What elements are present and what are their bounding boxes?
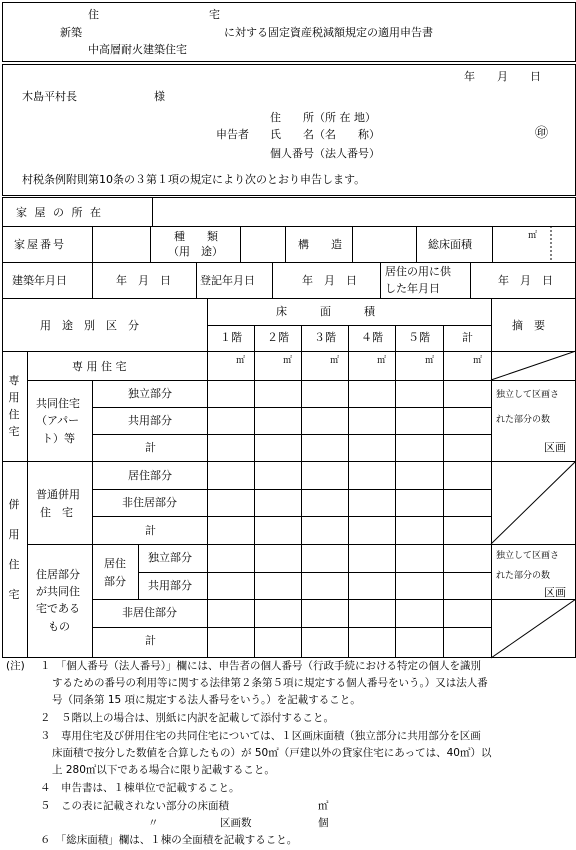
note-5-unit-2: 個 bbox=[318, 817, 329, 829]
unit-m2-f5: ㎡ bbox=[425, 356, 435, 366]
residence-date-label-1: 居住の用に供 bbox=[385, 265, 451, 278]
row-residential: 居住部分 bbox=[128, 469, 172, 482]
addressee-sama: 様 bbox=[154, 90, 165, 103]
unit-m2-f1: ㎡ bbox=[236, 356, 246, 366]
title-shinchiku: 新築 bbox=[60, 26, 82, 39]
declaration-statement: 村税条例附則第10条の３第１項の規定により次のとおり申告します。 bbox=[22, 173, 366, 186]
build-date-ymd: 年 月 日 bbox=[116, 274, 171, 287]
apartment-label-1: 共同住宅 bbox=[36, 397, 80, 410]
apartment-label-3: ト）等 bbox=[42, 432, 75, 445]
residence-date-ymd: 年 月 日 bbox=[498, 274, 553, 287]
addressee: 木島平村長 bbox=[22, 90, 77, 103]
note-3-line-3: 上 280㎡以下である場合に限り記載すること。 bbox=[52, 764, 275, 776]
row-shared: 共用部分 bbox=[128, 414, 172, 427]
unit-m2-f4: ㎡ bbox=[377, 356, 387, 366]
unit-m2-total: ㎡ bbox=[473, 356, 483, 366]
row-independent-2: 独立部分 bbox=[148, 551, 192, 564]
unit-m2-f3: ㎡ bbox=[330, 356, 340, 366]
title-line-1: 住 宅 bbox=[88, 8, 220, 21]
note-1-line-2: するための番号の利用等に関する法律第２条第５項に規定する個人番号をいう。）又は法人番 bbox=[52, 677, 488, 689]
note-1-line-1: １ 「個人番号（法人番号）」欄には、申告者の個人番号（行政手続における特定の個人を識別 bbox=[40, 660, 481, 672]
total-floor-area-unit: ㎡ bbox=[528, 231, 538, 241]
remark-units-2a: 独立して区画さ bbox=[496, 551, 560, 561]
note-2: ２ ５階以上の場合は、別紙に内訳を記載して添付すること。 bbox=[40, 712, 334, 724]
type-label-2: （用 途） bbox=[168, 245, 223, 258]
residence-date-label-2: した年月日 bbox=[385, 282, 440, 295]
type-label-1: 種 類 bbox=[174, 230, 218, 243]
apartment-label-2: （アパー bbox=[36, 414, 80, 427]
floor-3: ３階 bbox=[314, 331, 336, 344]
remark-units-2c: 区画 bbox=[544, 586, 566, 599]
ordinary-label-1: 普通併用 bbox=[36, 488, 80, 501]
remarks-header: 摘 要 bbox=[512, 319, 545, 332]
floor-total: 計 bbox=[462, 331, 473, 344]
shared-mixed-label-4: もの bbox=[48, 620, 70, 633]
house-number-label: 家屋番号 bbox=[14, 238, 66, 251]
floor-area-header: 床 面 積 bbox=[276, 305, 375, 318]
note-5-unit-1: ㎡ bbox=[318, 800, 329, 812]
remark-units-1b: れた部分の数 bbox=[496, 415, 551, 425]
shared-mixed-label-1: 住居部分 bbox=[36, 568, 80, 581]
note-5-ditto: 〃 bbox=[148, 817, 159, 829]
address-label: 住 所（所 在 地） bbox=[270, 111, 376, 124]
floor-1: １階 bbox=[220, 331, 242, 344]
registration-date-ymd: 年 月 日 bbox=[302, 274, 357, 287]
mixed-group-label: 併用住宅 bbox=[8, 498, 20, 601]
shared-mixed-label-3: 宅である bbox=[36, 602, 80, 615]
name-label: 氏 名（名 称） bbox=[270, 128, 380, 141]
title-main: に対する固定資産税減額規定の適用申告書 bbox=[224, 26, 433, 39]
shared-mixed-label-2: が共同住 bbox=[36, 585, 80, 598]
residential-sub-2: 部分 bbox=[104, 575, 126, 588]
structure-label: 構 造 bbox=[298, 238, 342, 251]
note-3-line-1: ３ 専用住宅及び併用住宅の共同住宅については、１区画床面積（独立部分に共用部分を区画 bbox=[40, 730, 481, 742]
usage-header: 用 途 別 区 分 bbox=[40, 319, 139, 332]
note-4: ４ 申告書は、１棟単位で記載すること。 bbox=[40, 782, 240, 794]
floor-2: ２階 bbox=[267, 331, 289, 344]
date-field: 年 月 日 bbox=[464, 70, 541, 83]
note-5-line-2: 区画数 bbox=[220, 817, 252, 829]
dedicated-group-label: 専用住宅 bbox=[8, 374, 20, 438]
note-5-line-1: ５ この表に記載されない部分の床面積 bbox=[40, 800, 229, 812]
row-total-2: 計 bbox=[145, 524, 156, 537]
dedicated-row-label: 専 用 住 宅 bbox=[72, 360, 127, 373]
applicant-label: 申告者 bbox=[216, 128, 249, 141]
title-line-3: 中高層耐火建築住宅 bbox=[88, 43, 187, 56]
floor-5: ５階 bbox=[408, 331, 430, 344]
ordinary-label-2: 住 宅 bbox=[40, 506, 73, 519]
row-independent: 独立部分 bbox=[128, 387, 172, 400]
note-3-line-2: 床面積で按分した数値を合算したもの）が 50㎡（戸建以外の貸家住宅にあっては、40㎡）以 bbox=[52, 747, 492, 759]
number-label: 個人番号（法人番号） bbox=[270, 147, 380, 160]
notes-prefix: (注) bbox=[6, 660, 25, 672]
note-6: ６ 「総床面積」欄は、１棟の全面積を記載すること。 bbox=[40, 834, 298, 846]
registration-date-label: 登記年月日 bbox=[200, 274, 255, 287]
remark-units-2b: れた部分の数 bbox=[496, 571, 551, 581]
residential-sub-1: 居住 bbox=[104, 557, 126, 570]
row-total-3: 計 bbox=[145, 634, 156, 647]
remark-units-1c: 区画 bbox=[544, 441, 566, 454]
remark-units-1a: 独立して区画さ bbox=[496, 390, 560, 400]
row-nonresidential-2: 非居住部分 bbox=[122, 606, 177, 619]
unit-m2-f2: ㎡ bbox=[283, 356, 293, 366]
note-1-line-3: 号（同条第 15 項に規定する法人番号をいう。）を記載すること。 bbox=[52, 694, 361, 706]
row-shared-2: 共用部分 bbox=[148, 579, 192, 592]
seal-mark: ㊞ bbox=[535, 126, 549, 141]
build-date-label: 建築年月日 bbox=[12, 274, 67, 287]
row-total-1: 計 bbox=[145, 441, 156, 454]
location-label: 家 屋 の 所 在 bbox=[16, 206, 103, 219]
row-nonresidential: 非住居部分 bbox=[122, 496, 177, 509]
total-floor-area-label: 総床面積 bbox=[428, 238, 472, 251]
floor-4: ４階 bbox=[361, 331, 383, 344]
